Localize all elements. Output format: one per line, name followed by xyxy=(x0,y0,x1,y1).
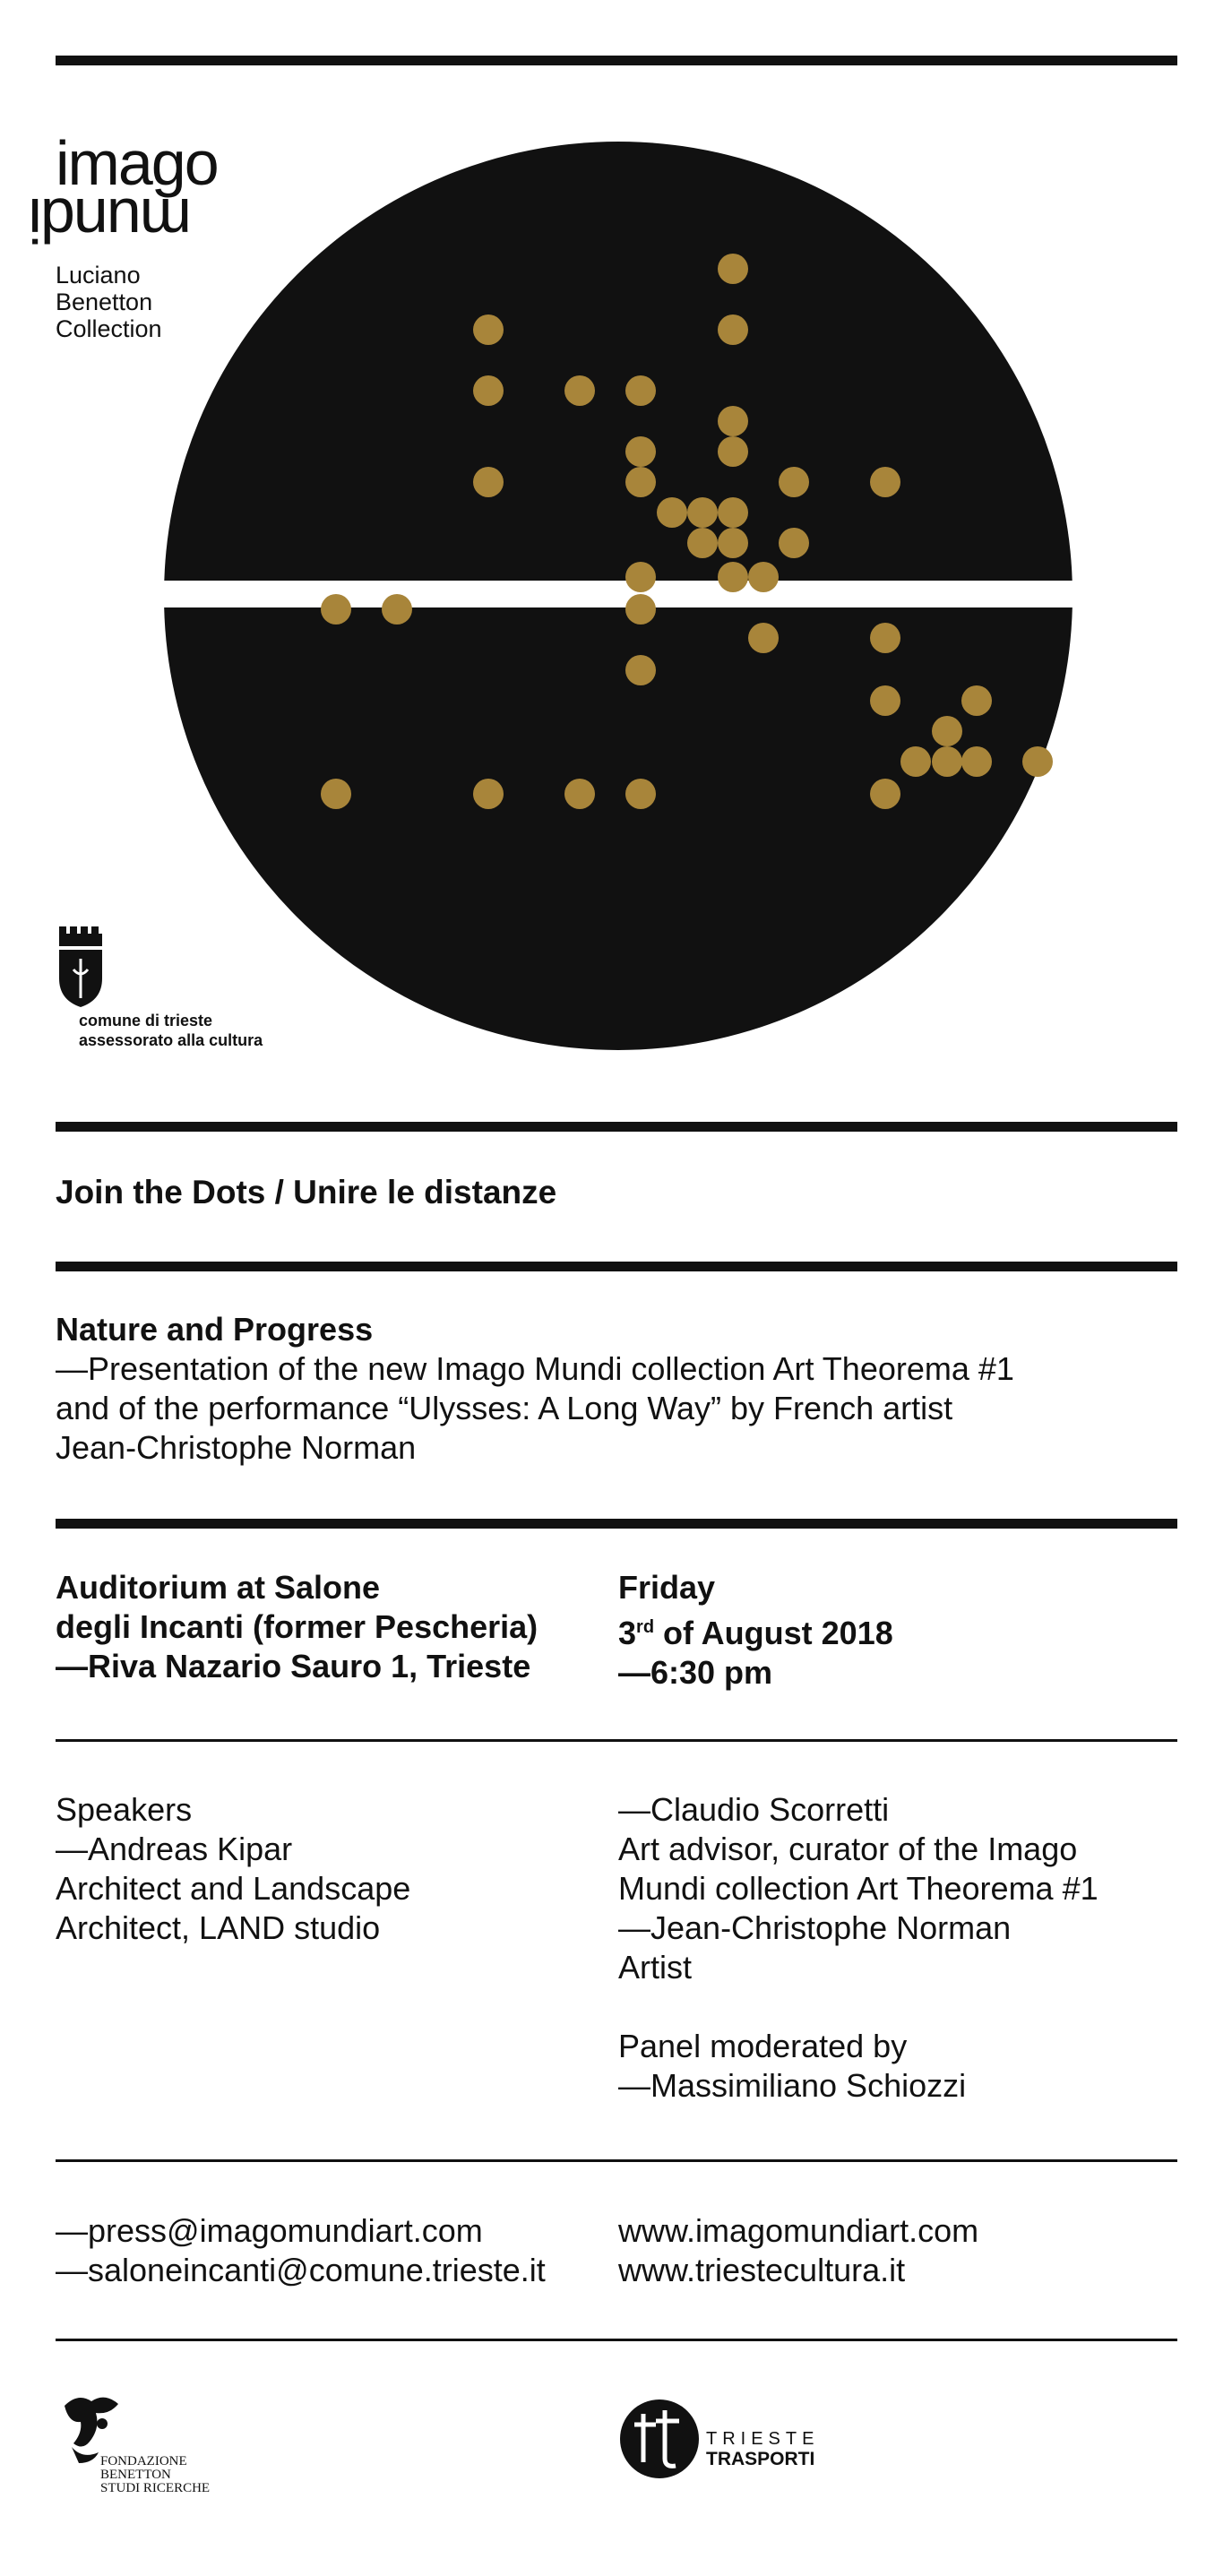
event-title: Join the Dots / Unire le distanze xyxy=(56,1174,557,1210)
gold-dot xyxy=(625,436,656,467)
gold-dot xyxy=(382,594,412,625)
gold-dot xyxy=(625,594,656,625)
gold-dot xyxy=(718,436,748,467)
speaker-scorretti: —Claudio Scorretti xyxy=(618,1791,890,1828)
description-line-1: —Presentation of the new Imago Mundi collection Art Theorema #1 xyxy=(56,1350,1014,1387)
contacts-rule xyxy=(56,2159,1177,2162)
email-salone[interactable]: —saloneincanti@comune.trieste.it xyxy=(56,2252,546,2288)
gold-dot xyxy=(961,685,992,716)
footer-rule xyxy=(56,2339,1177,2341)
fondazione-line-2: BENETTON xyxy=(100,2468,171,2482)
venue-line-2: degli Incanti (former Pescheria) xyxy=(56,1608,538,1645)
description-line-2: and of the performance “Ulysses: A Long Way” by French artist xyxy=(56,1390,953,1426)
gold-dot xyxy=(870,623,900,653)
speaker-norman-role: Artist xyxy=(618,1949,693,1986)
trasporti-top: TRIESTE xyxy=(706,2429,820,2449)
gold-dot xyxy=(564,779,595,809)
gold-dot xyxy=(473,314,504,345)
contact-websites xyxy=(618,2211,978,2290)
gold-dot xyxy=(932,746,962,777)
gold-dot xyxy=(625,562,656,592)
date-block xyxy=(618,1568,893,1693)
date-time: —6:30 pm xyxy=(618,1654,773,1691)
collection-line-1: Luciano xyxy=(56,262,141,289)
gold-dot xyxy=(932,716,962,746)
gold-dot xyxy=(718,497,748,528)
gold-dot xyxy=(718,314,748,345)
moderator-name: —Massimiliano Schiozzi xyxy=(618,2067,967,2104)
municipality-line-2: assessorato alla cultura xyxy=(79,1031,263,1049)
collection-line-2: Benetton xyxy=(56,289,153,315)
speaker-kipar: —Andreas Kipar xyxy=(56,1831,293,1867)
email-press[interactable]: —press@imagomundiart.com xyxy=(56,2212,483,2249)
title-rule xyxy=(56,1122,1177,1132)
gold-dot xyxy=(625,655,656,685)
black-disc xyxy=(161,142,1075,1050)
trasporti-bottom: TRASPORTI xyxy=(706,2449,815,2469)
municipality-text xyxy=(79,1011,263,1050)
gold-dot xyxy=(718,562,748,592)
speakers-left xyxy=(56,1790,410,1948)
fondazione-line-3: STUDI RICERCHE xyxy=(100,2481,211,2495)
gold-dot xyxy=(748,623,779,653)
venue-line-1: Auditorium at Salone xyxy=(56,1569,381,1606)
gold-dot xyxy=(473,467,504,497)
gold-dot xyxy=(718,528,748,558)
contact-emails xyxy=(56,2211,546,2290)
gold-dot xyxy=(779,528,809,558)
gold-dot xyxy=(625,375,656,406)
date-suffix: rd xyxy=(636,1617,655,1637)
date-rest: of August 2018 xyxy=(654,1615,893,1651)
gold-dot xyxy=(687,497,718,528)
speakers-heading: Speakers xyxy=(56,1791,193,1828)
moderator-label: Panel moderated by xyxy=(618,2028,908,2064)
trieste-trasporti-icon xyxy=(616,2394,702,2480)
event-subtitle: Nature and Progress xyxy=(56,1311,374,1348)
gold-dot xyxy=(748,562,779,592)
gold-dot xyxy=(625,779,656,809)
subtitle-rule xyxy=(56,1262,1177,1271)
municipality-line-1: comune di trieste xyxy=(79,1012,213,1030)
gold-dot xyxy=(687,528,718,558)
speaker-scorretti-role-2: Mundi collection Art Theorema #1 xyxy=(618,1870,1098,1907)
gold-dot xyxy=(564,375,595,406)
website-imagomundi[interactable]: www.imagomundiart.com xyxy=(618,2212,979,2249)
venue-line-3: —Riva Nazario Sauro 1, Trieste xyxy=(56,1648,531,1684)
trieste-trasporti-text xyxy=(706,2428,819,2469)
dots-artwork xyxy=(161,134,1075,1057)
speakers-rule xyxy=(56,1739,1177,1742)
mundi-wordmark: mundi xyxy=(30,185,192,255)
gold-dot xyxy=(870,779,900,809)
fondazione-text xyxy=(100,2455,210,2495)
imago-wordmark: imago xyxy=(56,128,218,198)
gold-dot xyxy=(718,254,748,284)
gold-dot xyxy=(870,467,900,497)
speakers-right xyxy=(618,1790,1098,2106)
venue-block xyxy=(56,1568,538,1686)
date-line xyxy=(618,1607,893,1653)
gold-dot xyxy=(1022,746,1053,777)
description-line-3: Jean-Christophe Norman xyxy=(56,1429,417,1466)
gold-dot xyxy=(657,497,687,528)
speaker-scorretti-role-1: Art advisor, curator of the Imago xyxy=(618,1831,1078,1867)
gold-dot xyxy=(321,779,351,809)
fondazione-line-1: FONDAZIONE xyxy=(100,2454,187,2468)
gold-dot xyxy=(779,467,809,497)
speaker-norman: —Jean-Christophe Norman xyxy=(618,1909,1012,1946)
event-description xyxy=(56,1310,1014,1468)
gold-dot xyxy=(625,467,656,497)
date-number: 3 xyxy=(618,1615,637,1651)
gold-dot xyxy=(473,779,504,809)
gold-dot xyxy=(961,746,992,777)
trieste-crest-icon xyxy=(56,923,106,1009)
venue-rule xyxy=(56,1519,1177,1529)
website-triestecultura[interactable]: www.triestecultura.it xyxy=(618,2252,906,2288)
speaker-kipar-role-1: Architect and Landscape xyxy=(56,1870,411,1907)
gold-dot xyxy=(718,406,748,436)
gold-dot xyxy=(870,685,900,716)
collection-line-3: Collection xyxy=(56,315,162,342)
top-rule xyxy=(56,56,1177,65)
gold-dot xyxy=(321,594,351,625)
date-day: Friday xyxy=(618,1569,716,1606)
gold-dot xyxy=(900,746,931,777)
gold-dot xyxy=(473,375,504,406)
speaker-kipar-role-2: Architect, LAND studio xyxy=(56,1909,381,1946)
